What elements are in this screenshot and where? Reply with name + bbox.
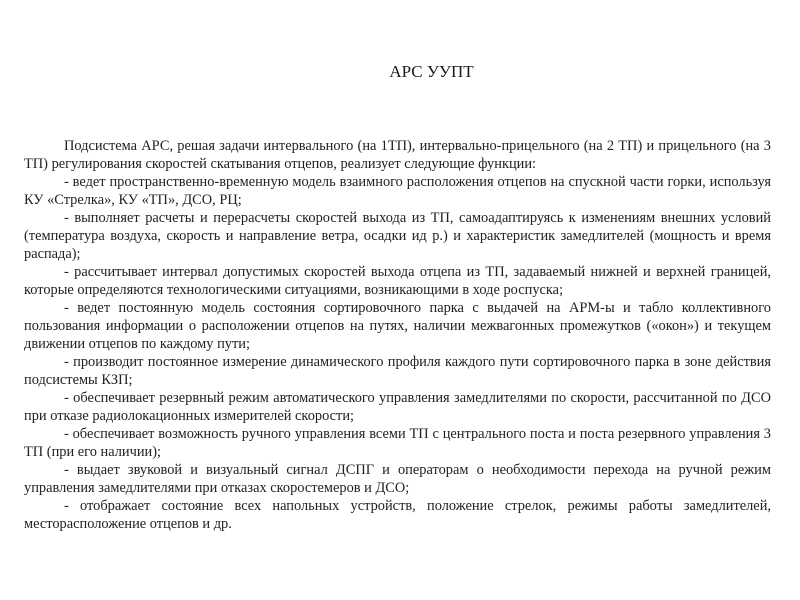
- document-title: [24, 62, 771, 82]
- paragraph-intro: Подсистема АРС, решая задачи интервального (на 1ТП), интервально-прицельного (на 2 ТП) и прицельного (на 3 ТП) регулирования скоростей скатывания отцепов, реализует следующие функции:: [24, 138, 771, 172]
- list-item: - производит постоянное измерение динамического профиля каждого пути сортировочного парка в зоне действия подсистемы КЗП;: [24, 354, 771, 388]
- list-item: - ведет пространственно-временную модель взаимного расположения отцепов на спускной части горки, используя КУ «Стрелка», КУ «ТП», ДСО, РЦ;: [24, 174, 771, 208]
- document-body: [24, 137, 771, 533]
- list-item: - обеспечивает резервный режим автоматического управления замедлителями по скорости, рассчитанной по ДСО при отказе радиолокационных измерителей скорости;: [24, 390, 771, 424]
- list-item: - выполняет расчеты и перерасчеты скоростей выхода из ТП, самоадаптируясь к изменениям внешних условий (температура воздуха, скорость и направление ветра, осадки ид р.) и характеристик замедлителей (мощность и время распада);: [24, 210, 771, 262]
- list-item: - рассчитывает интервал допустимых скоростей выхода отцепа из ТП, задаваемый нижней и верхней границей, которые определяются технологическими ситуациями, возникающими в ходе роспуска;: [24, 264, 771, 298]
- list-item: - отображает состояние всех напольных устройств, положение стрелок, режимы работы замедлителей, месторасположение отцепов и др.: [24, 498, 771, 532]
- list-item: - ведет постоянную модель состояния сортировочного парка с выдачей на АРМ-ы и табло коллективного пользования информации о расположении отцепов на путях, наличии межвагонных промежутков («окон») и текущем движении отцепов по каждому пути;: [24, 300, 771, 352]
- list-item: - выдает звуковой и визуальный сигнал ДСПГ и операторам о необходимости перехода на ручной режим управления замедлителями при отказах скоростемеров и ДСО;: [24, 462, 771, 496]
- document-title-text: АРС УУПТ: [389, 62, 474, 81]
- list-item: - обеспечивает возможность ручного управления всеми ТП с центрального поста и поста резервного управления 3 ТП (при его наличии);: [24, 426, 771, 460]
